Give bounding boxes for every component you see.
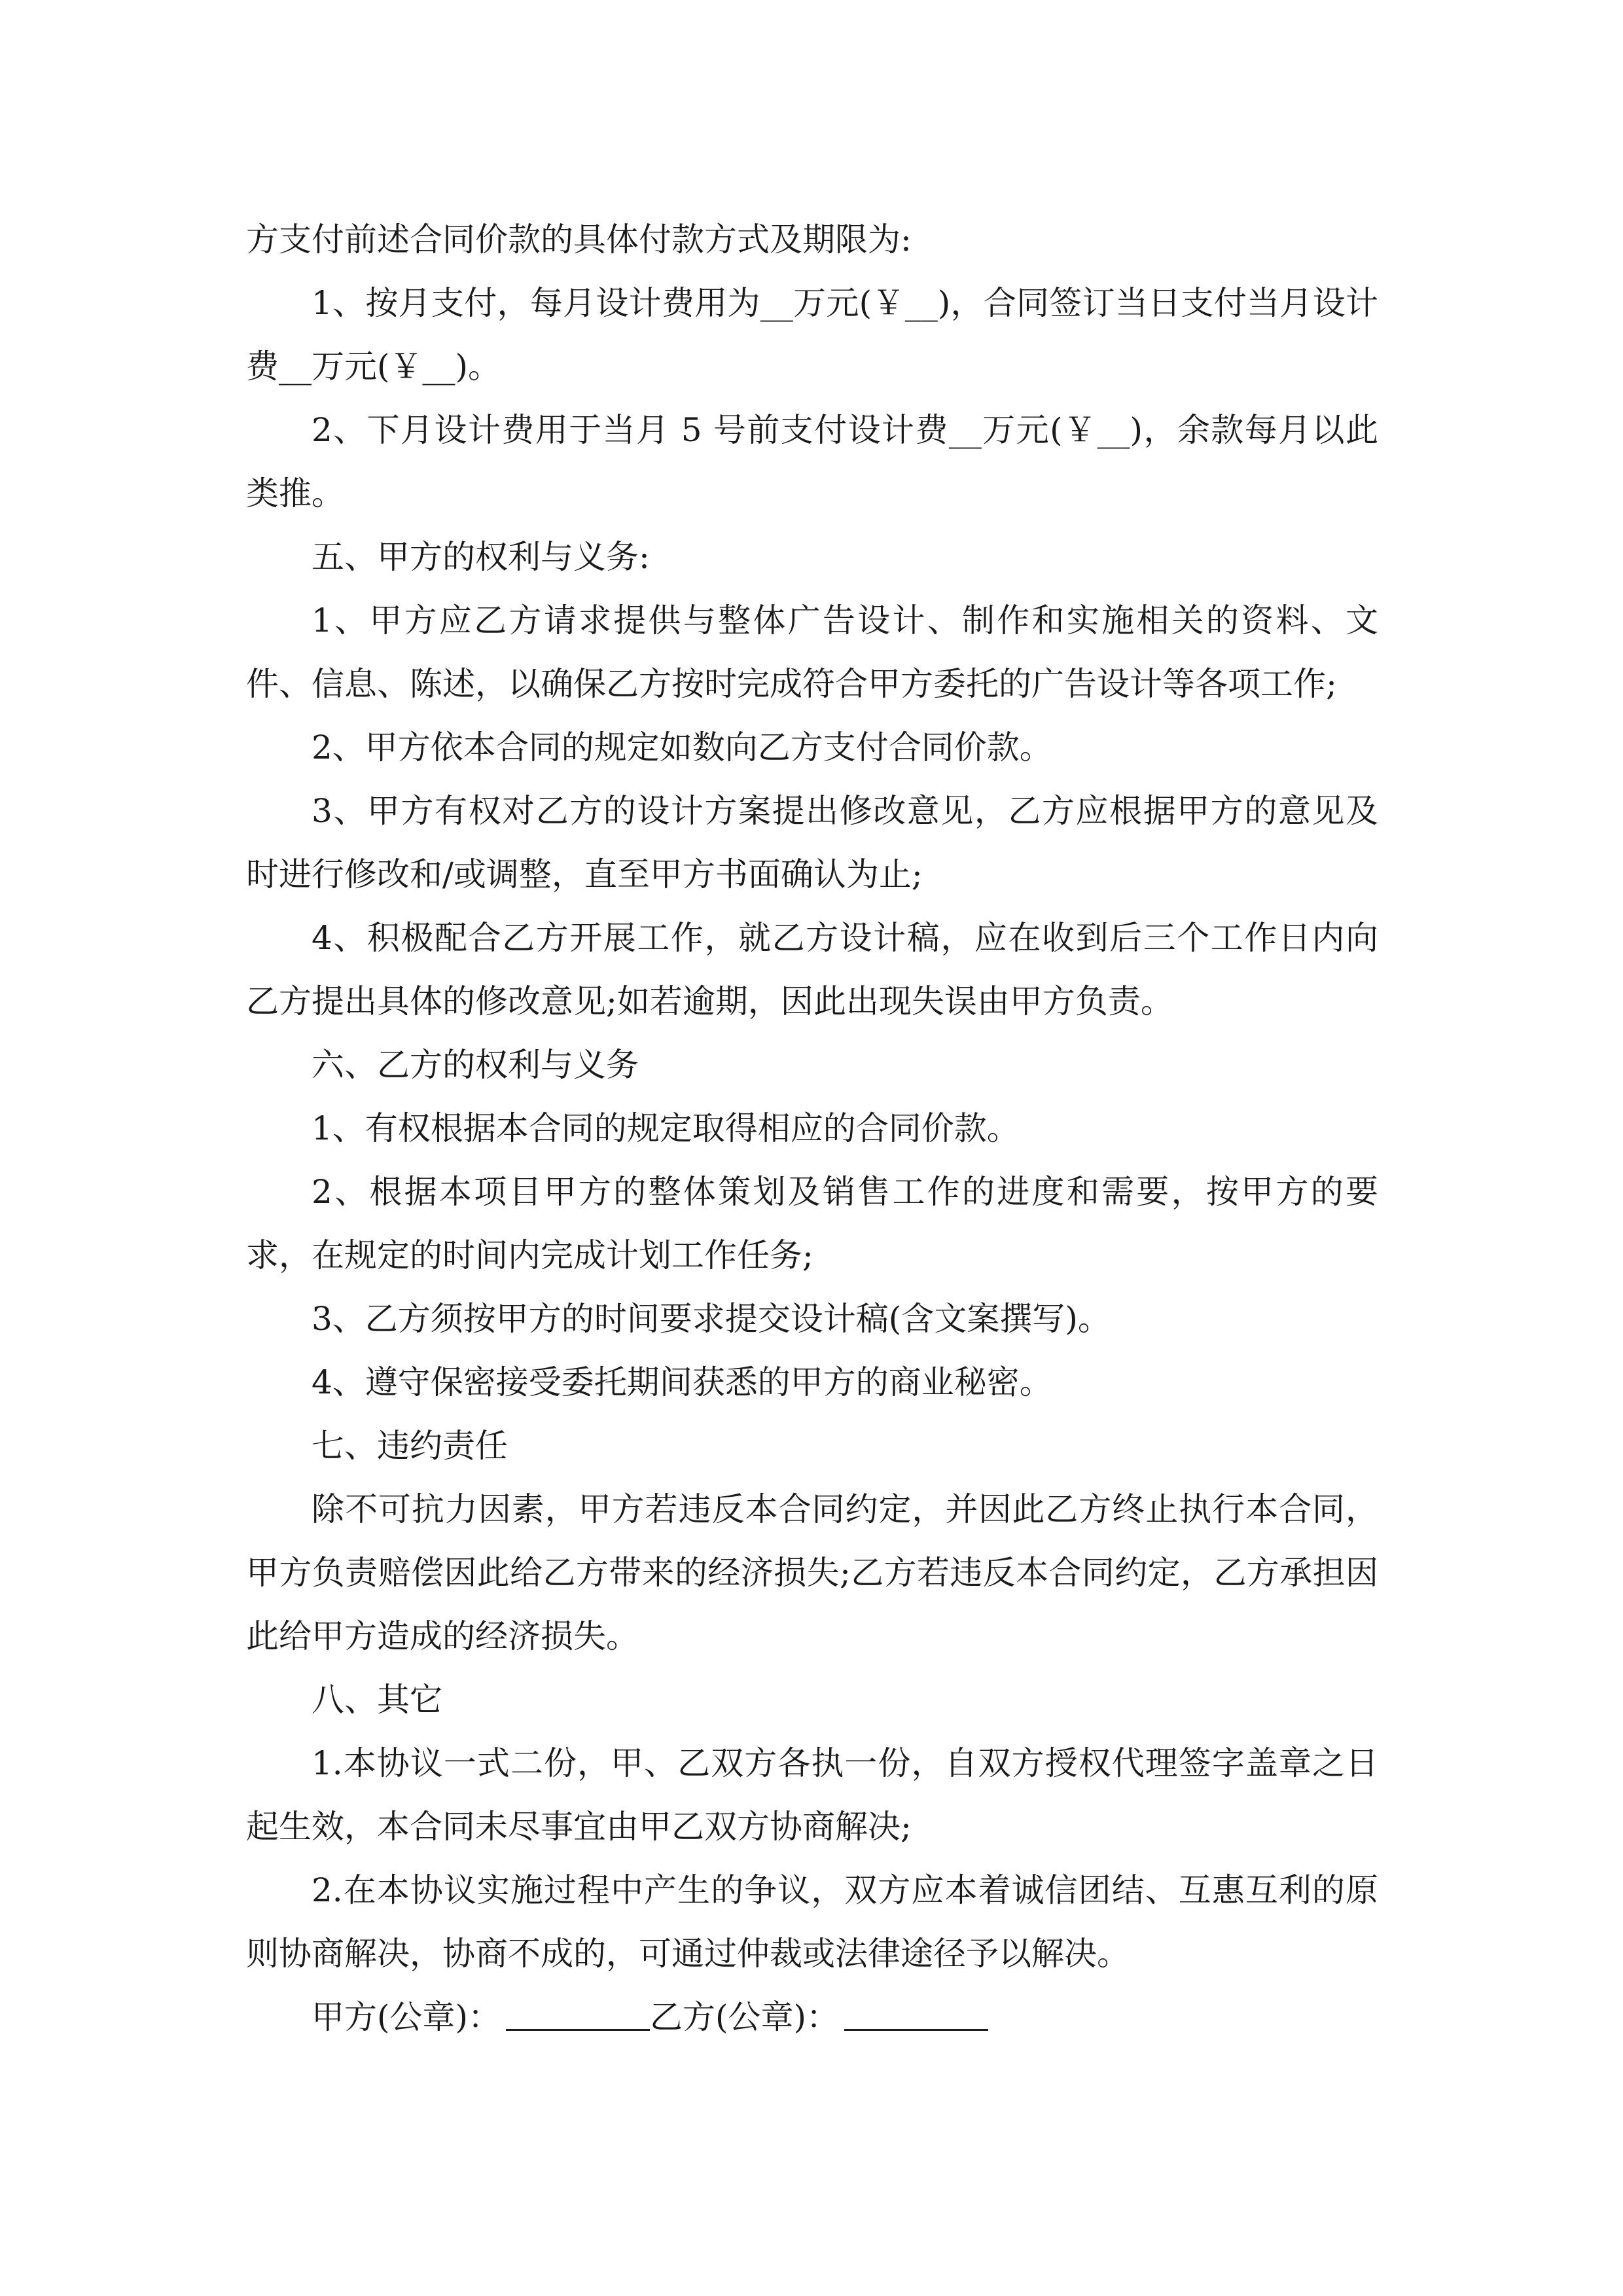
paragraph-party-b-item-1: 1、有权根据本合同的规定取得相应的合同价款。 <box>312 1109 1020 1147</box>
party-a-seal-label: 甲方(公章)： <box>312 1998 501 2036</box>
paragraph-party-a-item-2: 2、甲方依本合同的规定如数向乙方支付合同价款。 <box>312 728 1052 766</box>
paragraph-party-b-item-3: 3、乙方须按甲方的时间要求提交设计稿(含文案撰写)。 <box>312 1300 1111 1338</box>
paragraph-party-b-item-2: 2、根据本项目甲方的整体策划及销售工作的进度和需要，按甲方的要求，在规定的时间内完成计划工作任务; <box>246 1173 1378 1274</box>
paragraph-party-b-item-4: 4、遵守保密接受委托期间获悉的甲方的商业秘密。 <box>312 1363 1052 1401</box>
paragraph-party-a-item-3: 3、甲方有权对乙方的设计方案提出修改意见，乙方应根据甲方的意见及时进行修改和/或调整，直至甲方书面确认为止; <box>246 792 1378 893</box>
section-heading-party-a-rights: 五、甲方的权利与义务: <box>312 538 650 576</box>
paragraph-breach-body: 除不可抗力因素，甲方若违反本合同约定，并因此乙方终止执行本合同，甲方负责赔偿因此给乙方带来的经济损失;乙方若违反本合同约定，乙方承担因此给甲方造成的经济损失。 <box>246 1490 1378 1655</box>
section-heading-other: 八、其它 <box>312 1681 442 1719</box>
signature-line <box>246 1986 1378 2049</box>
paragraph-party-a-item-4: 4、积极配合乙方开展工作，就乙方设计稿，应在收到后三个工作日内向乙方提出具体的修改意见;如若逾期，因此出现失误由甲方负责。 <box>246 919 1378 1020</box>
party-a-signature-blank <box>506 2003 650 2031</box>
party-b-seal-label: 乙方(公章)： <box>650 1998 840 2036</box>
party-b-signature-blank <box>844 2003 988 2031</box>
section-heading-breach: 七、违约责任 <box>312 1427 508 1465</box>
contract-body <box>246 208 1378 2049</box>
paragraph-other-item-1: 1.本协议一式二份，甲、乙双方各执一份，自双方授权代理签字盖章之日起生效，本合同未尽事宜由甲乙双方协商解决; <box>246 1744 1378 1846</box>
paragraph-party-a-item-1: 1、甲方应乙方请求提供与整体广告设计、制作和实施相关的资料、文件、信息、陈述，以确保乙方按时完成符合甲方委托的广告设计等各项工作; <box>246 601 1378 703</box>
paragraph-other-item-2: 2.在本协议实施过程中产生的争议，双方应本着诚信团结、互惠互利的原则协商解决，协商不成的，可通过仲裁或法律途径予以解决。 <box>246 1871 1378 1973</box>
paragraph-payment-item-1: 1、按月支付，每月设计费用为__万元(￥__)，合同签订当日支付当月设计费__万元(￥__)。 <box>246 284 1378 386</box>
section-heading-party-b-rights: 六、乙方的权利与义务 <box>312 1046 639 1084</box>
paragraph-payment-intro: 方支付前述合同价款的具体付款方式及期限为: <box>246 221 912 259</box>
paragraph-payment-item-2: 2、下月设计费用于当月 5 号前支付设计费__万元(￥__)，余款每月以此类推。 <box>246 411 1378 512</box>
